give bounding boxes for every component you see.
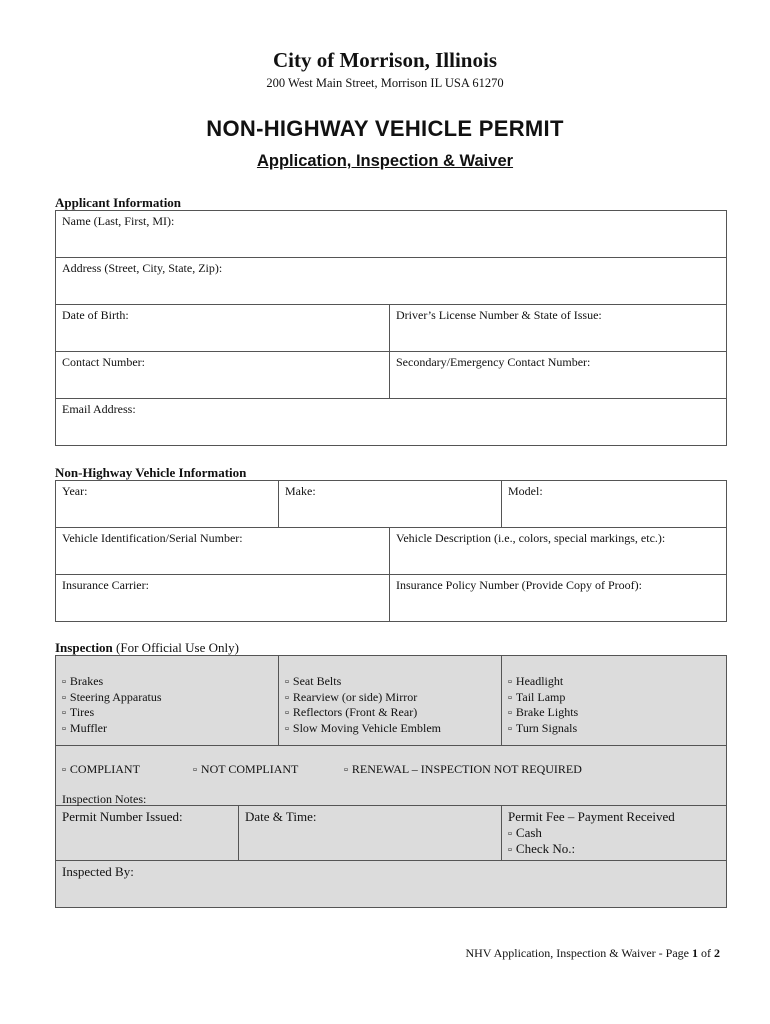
applicant-table: [55, 210, 727, 446]
city-address: 200 West Main Street, Morrison IL USA 61270: [266, 76, 504, 90]
checkbox: ▫: [285, 691, 289, 704]
check-item[interactable]: ▫ Reflectors (Front & Rear): [285, 705, 418, 719]
checkbox: ▫: [508, 676, 512, 688]
check-item[interactable]: ▫ Tires: [62, 705, 95, 719]
inspection-notes-label: Inspection Notes:: [62, 792, 147, 806]
check-item[interactable]: ▫ Brakes: [62, 674, 104, 688]
address-field[interactable]: Address (Street, City, State, Zip):: [56, 258, 727, 305]
insurance-carrier-field[interactable]: Insurance Carrier:: [56, 575, 390, 622]
check-item[interactable]: ▫ Muffler: [62, 720, 108, 735]
vehicle-section-heading: Non-Highway Vehicle Information: [55, 465, 247, 480]
check-item[interactable]: ▫ Seat Belts: [285, 674, 342, 688]
checkbox: ▫: [508, 828, 512, 840]
checkbox: ▫: [62, 676, 66, 688]
checkbox: ▫: [62, 722, 66, 735]
email-field[interactable]: Email Address:: [56, 399, 727, 446]
inspection-col-1: [56, 656, 279, 746]
check-item[interactable]: ▫ Rearview (or side) Mirror: [285, 689, 418, 704]
check-item[interactable]: ▫ Steering Apparatus: [62, 689, 162, 704]
vehicle-table: [55, 480, 727, 622]
inspection-table: [55, 655, 727, 908]
checkbox: ▫: [508, 691, 512, 704]
not-compliant-option[interactable]: ▫ NOT COMPLIANT: [193, 762, 299, 776]
model-field[interactable]: Model:: [502, 481, 727, 528]
check-item[interactable]: ▫ Turn Signals: [508, 720, 578, 735]
checkbox: ▫: [62, 707, 66, 719]
cash-option[interactable]: ▫ Cash: [508, 825, 542, 840]
check-item[interactable]: ▫ Headlight: [508, 674, 564, 688]
form-subtitle: Application, Inspection & Waiver: [256, 152, 514, 170]
checkbox: ▫: [508, 722, 512, 735]
dob-field[interactable]: Date of Birth:: [56, 305, 390, 352]
inspection-col-2: [279, 656, 502, 746]
secondary-contact-field[interactable]: Secondary/Emergency Contact Number:: [390, 352, 727, 399]
checkbox: ▫: [344, 764, 348, 776]
make-field[interactable]: Make:: [279, 481, 502, 528]
description-field[interactable]: Vehicle Description (i.e., colors, special markings, etc.):: [390, 528, 727, 575]
year-field[interactable]: Year:: [56, 481, 279, 528]
permit-number-field[interactable]: Permit Number Issued:: [56, 806, 239, 861]
checkbox: ▫: [193, 764, 197, 776]
checkbox: ▫: [508, 707, 512, 719]
contact-field[interactable]: Contact Number:: [56, 352, 390, 399]
checkbox: ▫: [508, 844, 512, 856]
inspected-by-field[interactable]: Inspected By:: [56, 861, 727, 908]
permit-fee-label: Permit Fee – Payment Received: [508, 809, 675, 824]
form-title: NON-HIGHWAY VEHICLE PERMIT: [206, 116, 564, 141]
check-item[interactable]: ▫ Slow Moving Vehicle Emblem: [285, 720, 442, 735]
renewal-option[interactable]: ▫ RENEWAL – INSPECTION NOT REQUIRED: [344, 762, 582, 776]
license-field[interactable]: Driver’s License Number & State of Issue:: [390, 305, 727, 352]
check-item[interactable]: ▫ Tail Lamp: [508, 689, 566, 704]
inspection-col-3: [502, 656, 727, 746]
compliant-option[interactable]: ▫ COMPLIANT: [62, 762, 140, 776]
checkbox: ▫: [62, 764, 66, 776]
policy-number-field[interactable]: Insurance Policy Number (Provide Copy of Proof):: [390, 575, 727, 622]
page-footer: NHV Application, Inspection & Waiver - Page 1 of 2: [465, 946, 720, 960]
status-row: [56, 746, 727, 806]
date-time-field[interactable]: Date & Time:: [239, 806, 502, 861]
permit-fee-field: [502, 806, 727, 861]
applicant-section-heading: Applicant Information: [55, 195, 182, 210]
checkbox: ▫: [62, 691, 66, 704]
check-item[interactable]: ▫ Brake Lights: [508, 705, 579, 719]
checkbox: ▫: [285, 707, 289, 719]
vin-field[interactable]: Vehicle Identification/Serial Number:: [56, 528, 390, 575]
name-field[interactable]: Name (Last, First, MI):: [56, 211, 727, 258]
checkbox: ▫: [285, 676, 289, 688]
checkbox: ▫: [285, 722, 289, 735]
check-option[interactable]: ▫ Check No.:: [508, 841, 576, 856]
inspection-section-heading: Inspection (For Official Use Only): [55, 640, 239, 655]
city-title: City of Morrison, Illinois: [273, 48, 497, 72]
